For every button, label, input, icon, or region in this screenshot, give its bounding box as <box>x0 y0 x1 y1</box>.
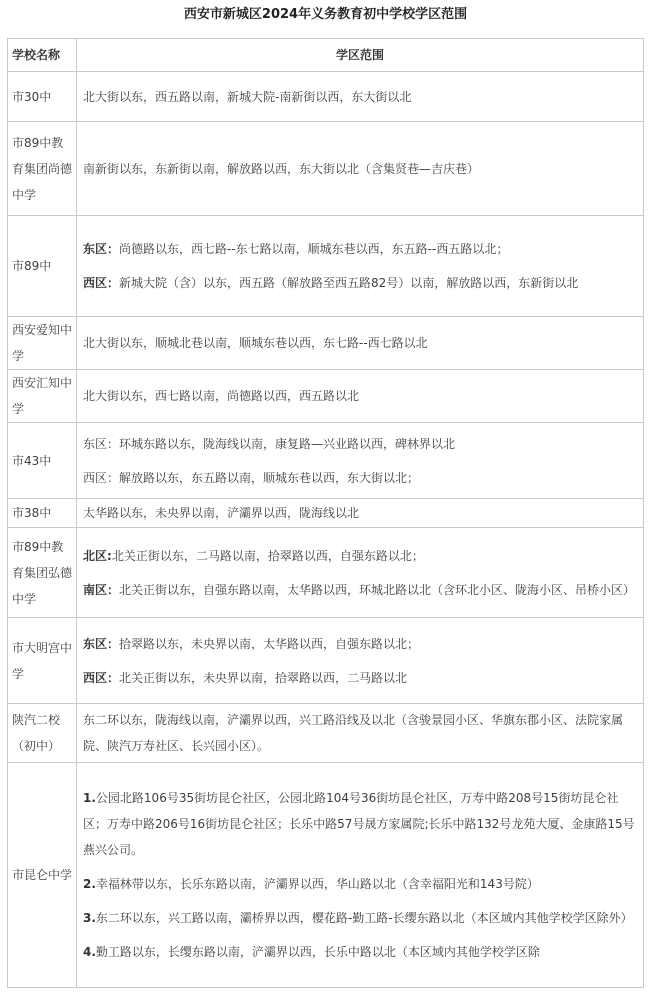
school-name-cell: 西安汇知中学 <box>8 370 77 423</box>
scope-paragraph <box>83 270 637 296</box>
scope-paragraph <box>83 330 637 356</box>
scope-cell <box>77 216 644 317</box>
scope-cell <box>77 528 644 618</box>
scope-text: 东区：环城东路以东，陇海线以南，康复路—兴业路以西，碑林界以北 <box>83 436 456 451</box>
school-name-cell: 市38中 <box>8 499 77 528</box>
table-row <box>8 370 644 423</box>
scope-paragraph <box>83 631 637 657</box>
scope-label: 东区： <box>83 242 120 256</box>
table-body <box>8 72 644 988</box>
scope-cell <box>77 704 644 763</box>
table-row <box>8 317 644 370</box>
table-header-row <box>8 39 644 72</box>
scope-text: 北大街以东，顺城北巷以南，顺城东巷以西，东七路--西七路以北 <box>83 336 428 350</box>
scope-text: 南新街以东，东新街以南，解放路以西，东大街以北（含集贤巷—吉庆巷） <box>83 161 480 176</box>
scope-cell <box>77 317 644 370</box>
school-name-cell: 市大明宫中学 <box>8 618 77 704</box>
scope-label: 东区： <box>83 636 120 651</box>
scope-text: 太华路以东，未央界以南，浐灞界以西，陇海线以北 <box>83 506 360 520</box>
table-row <box>8 216 644 317</box>
scope-text: 新城大院（含）以东，西五路（解放路至西五路82号）以南，解放路以西，东新街以北 <box>119 276 579 290</box>
scope-label: 1. <box>83 791 96 805</box>
scope-paragraph <box>83 84 637 110</box>
header-school: 学校名称 <box>8 39 77 72</box>
school-name-cell: 市89中 <box>8 216 77 317</box>
scope-text: 北大街以东，西七路以南，尚德路以西，西五路以北 <box>83 389 360 403</box>
table-row <box>8 704 644 763</box>
scope-label: 西区： <box>83 670 120 685</box>
scope-paragraph <box>83 785 637 863</box>
table-row <box>8 122 644 216</box>
scope-label: 3. <box>83 911 96 925</box>
header-scope: 学区范围 <box>77 39 644 72</box>
scope-text: 拾翠路以东，未央界以南，太华路以西，自强东路以北； <box>119 636 420 651</box>
table-row <box>8 72 644 122</box>
scope-text: 东二环以东，陇海线以南，浐灞界以西，兴工路沿线及以北（含骏景园小区、华旗东郡小区、法院家属院、陕汽万寿社区、长兴园小区）。 <box>83 713 624 753</box>
scope-paragraph <box>83 500 637 526</box>
scope-label: 北区: <box>83 548 112 563</box>
scope-paragraph <box>83 577 637 603</box>
school-district-table <box>7 38 644 988</box>
scope-label: 南区： <box>83 582 120 597</box>
scope-text: 勤工路以东，长缨东路以南，浐灞界以西，长乐中路以北（本区域内其他学校学区除 <box>95 945 540 959</box>
scope-text: 公园北路106号35街坊昆仑社区，公园北路104号36街坊昆仑社区，万寿中路208号15街坊昆仑社区；万寿中路206号16街坊昆仑社区；长乐中路57号晟方家属院;长乐中路132号龙苑大厦、金康路15号燕兴公司。 <box>83 791 635 857</box>
scope-text: 东二环以东，兴工路以南，灞桥界以西，樱花路-勤工路-长缨东路以北（本区域内其他学校学区除外） <box>95 911 633 925</box>
scope-paragraph <box>83 905 637 931</box>
scope-text: 北关正街以东，未央界以南，拾翠路以西，二马路以北 <box>119 670 408 685</box>
table-row <box>8 618 644 704</box>
school-name-cell: 市43中 <box>8 423 77 499</box>
scope-cell <box>77 122 644 216</box>
school-name-cell: 市昆仑中学 <box>8 763 77 988</box>
scope-paragraph <box>83 665 637 691</box>
scope-text: 北关正街以东，二马路以南，拾翠路以西，自强东路以北； <box>111 548 424 563</box>
scope-text: 尚德路以东，西七路--东七路以南，顺城东巷以西，东五路--西五路以北； <box>119 242 509 256</box>
scope-cell <box>77 499 644 528</box>
scope-paragraph <box>83 431 637 457</box>
scope-paragraph <box>83 465 637 491</box>
scope-paragraph <box>83 236 637 262</box>
scope-cell <box>77 618 644 704</box>
table-row <box>8 763 644 988</box>
table-row <box>8 499 644 528</box>
scope-paragraph <box>83 543 637 569</box>
scope-text: 北大街以东，西五路以南，新城大院-南新街以西，东大街以北 <box>83 89 412 104</box>
scope-text: 西区：解放路以东，东五路以南，顺城东巷以西，东大街以北； <box>83 470 420 485</box>
school-name-cell: 陕汽二校（初中） <box>8 704 77 763</box>
table-row <box>8 528 644 618</box>
scope-cell <box>77 370 644 423</box>
table-row <box>8 423 644 499</box>
scope-cell <box>77 423 644 499</box>
page-title: 西安市新城区2024年义务教育初中学校学区范围 <box>183 7 468 22</box>
school-name-cell: 市89中教育集团尚德中学 <box>8 122 77 216</box>
scope-paragraph <box>83 939 637 965</box>
scope-paragraph <box>83 871 637 897</box>
school-name-cell: 市30中 <box>8 72 77 122</box>
scope-paragraph <box>83 707 637 759</box>
scope-paragraph <box>83 383 637 409</box>
scope-cell <box>77 763 644 988</box>
scope-text: 北关正街以东，自强东路以南，太华路以西，环城北路以北（含环北小区、陇海小区、吊桥小区） <box>119 582 636 597</box>
scope-paragraph <box>83 156 637 182</box>
school-name-cell: 西安爱知中学 <box>8 317 77 370</box>
scope-label: 2. <box>83 877 96 891</box>
school-name-cell: 市89中教育集团弘德中学 <box>8 528 77 618</box>
scope-label: 西区： <box>83 276 120 290</box>
scope-text: 幸福林带以东，长乐东路以南，浐灞界以西，华山路以北（含幸福阳光和143号院） <box>95 877 539 891</box>
scope-cell <box>77 72 644 122</box>
scope-label: 4. <box>83 945 96 959</box>
